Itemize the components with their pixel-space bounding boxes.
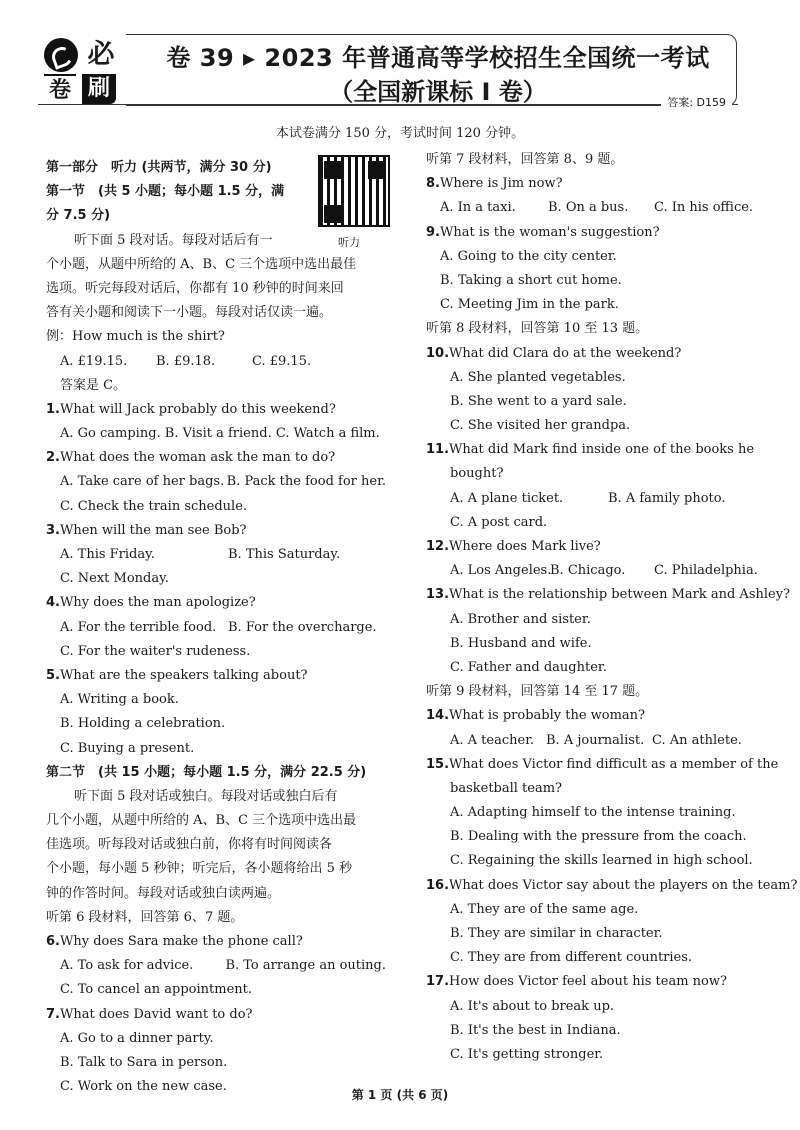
question-text-cont: basketball team? (450, 780, 563, 796)
logo-bottom-left-text: 卷 (44, 74, 76, 106)
option-row (426, 559, 771, 583)
question-text: Where is Jim now? (439, 176, 563, 192)
option: A. Go to a dinner party. (60, 1030, 214, 1046)
instruction-line: 个小题，每小题 5 秒钟；听完后，各小题将给出 5 秒 (46, 861, 353, 877)
instruction-line: 听下面 5 段对话。每段对话后有一 (74, 232, 273, 248)
option: B. £9.18. (156, 353, 216, 369)
option: A. A teacher. (450, 732, 535, 748)
option-row (426, 487, 771, 511)
question-text: What does Victor find difficult as a member of the (449, 756, 779, 772)
option: C. An athlete. (652, 732, 742, 748)
question-12 (426, 535, 771, 559)
option: A. She planted vegetables. (450, 369, 626, 385)
option: B. To arrange an outing. (225, 958, 386, 974)
exam-intro: 本试卷满分 150 分，考试时间 120 分钟。 (275, 126, 525, 141)
question-text: What is the relationship between Mark and Ashley? (449, 587, 791, 603)
option: A. To ask for advice. (60, 958, 194, 974)
option: A. Going to the city center. (440, 248, 617, 264)
right-column (426, 148, 798, 1067)
option: B. This Saturday. (228, 547, 341, 562)
qr-label: 听力 (338, 236, 360, 249)
instruction-line: 答有关小题和阅读下一小题。每段对话仅读一遍。 (46, 305, 333, 321)
question-9 (426, 221, 771, 245)
section1-heading-cont: 分 7.5 分) (46, 208, 111, 224)
question-number: 14. (426, 708, 450, 724)
option: B. They are similar in character. (450, 926, 663, 941)
option-row: A. Go camping. B. Visit a friend. C. Watch a film. (60, 426, 380, 442)
option: A. Take care of her bags. (60, 474, 225, 490)
option: B. It's the best in Indiana. (450, 1022, 621, 1038)
question-1 (46, 398, 386, 422)
question-6 (46, 930, 386, 954)
question-text: How does Victor feel about his team now? (449, 974, 727, 990)
logo-top-text: 必 (87, 39, 115, 70)
option: A. Adapting himself to the intense training. (450, 805, 736, 821)
option: B. Holding a celebration. (60, 716, 226, 732)
option: B. Talk to Sara in person. (60, 1054, 228, 1070)
option: A. For the terrible food. (60, 619, 217, 635)
option-row (46, 954, 386, 978)
answer-code: 答案: D159 (661, 94, 732, 110)
question-number: 7. (46, 1006, 60, 1022)
option: C. Check the train schedule. (60, 498, 248, 514)
option: A. Writing a book. (60, 692, 179, 708)
question-number: 10. (426, 345, 450, 361)
question-2 (46, 446, 386, 470)
page-footer: 第 1 页 (共 6 页) (351, 1088, 449, 1102)
question-11 (426, 438, 771, 462)
instruction-line: 选项。听完每段对话后，你都有 10 秒钟的时间来回 (46, 280, 344, 296)
question-number: 5. (46, 667, 60, 683)
option-row (426, 196, 771, 220)
question-number: 13. (426, 587, 450, 603)
instruction-line: 钟的作答时间。每段对话或独白读两遍。 (46, 885, 281, 901)
option-row (426, 729, 771, 753)
question-text: What will Jack probably do this weekend? (59, 401, 336, 417)
question-text: Where does Mark live? (449, 539, 601, 554)
option: B. Husband and wife. (450, 635, 592, 651)
option: B. She went to a yard sale. (450, 393, 627, 409)
segment-heading: 听第 7 段材料，回答第 8、9 题。 (426, 152, 624, 167)
option: C. Next Monday. (60, 571, 169, 587)
option: C. Meeting Jim in the park. (440, 297, 619, 313)
option: A. This Friday. (60, 547, 155, 562)
option: A. It's about to break up. (450, 998, 615, 1014)
option-row (46, 616, 386, 640)
section2-heading: 第二节 (共 15 小题；每小题 1.5 分，满分 22.5 分) (46, 764, 367, 780)
option: C. Father and daughter. (450, 659, 607, 675)
question-text: What are the speakers talking about? (59, 667, 308, 683)
option: A. £19.15. (60, 353, 128, 369)
question-7 (46, 1003, 386, 1027)
question-number: 11. (426, 442, 450, 458)
instruction-line: 几个小题，从题中所给的 A、B、C 三个选项中选出最 (46, 813, 357, 829)
option: C. To cancel an appointment. (60, 982, 253, 998)
question-number: 17. (426, 974, 450, 990)
question-number: 8. (426, 176, 440, 192)
question-text: What does the woman ask the man to do? (59, 450, 336, 466)
exam-header (38, 34, 738, 110)
question-number: 3. (46, 522, 60, 538)
question-text: What does David want to do? (59, 1006, 253, 1022)
question-16 (426, 874, 798, 898)
option: C. Philadelphia. (654, 563, 758, 579)
question-text: What does Victor say about the players on the team? (449, 877, 798, 893)
question-number: 12. (426, 539, 450, 554)
question-14 (426, 704, 771, 728)
question-text: What did Clara do at the weekend? (449, 345, 682, 361)
question-4 (46, 591, 386, 615)
option: C. It's getting stronger. (450, 1046, 604, 1062)
instruction-line: 佳选项。听每段对话或独白前，你将有时间阅读各 (46, 837, 333, 853)
question-text-cont: bought? (450, 466, 504, 482)
question-5 (46, 664, 386, 688)
option-row (46, 470, 386, 494)
question-text: Why does the man apologize? (59, 595, 256, 611)
question-text: What did Mark find inside one of the books he (449, 442, 755, 458)
option: C. Work on the new case. (60, 1079, 227, 1095)
option: A. Brother and sister. (450, 611, 591, 627)
logo-emblem-icon (44, 38, 78, 72)
question-text: Why does Sara make the phone call? (59, 934, 303, 949)
question-13 (426, 583, 791, 607)
exam-subtitle: （全国新课标 Ⅰ 卷） (329, 78, 547, 106)
option: C. In his office. (654, 200, 754, 216)
option: C. Buying a present. (60, 740, 195, 756)
question-17 (426, 970, 771, 994)
question-text: What is probably the woman? (449, 708, 646, 724)
option: A. In a taxi. (440, 200, 516, 216)
question-text: When will the man see Bob? (59, 522, 247, 538)
option: B. Chicago. (550, 563, 626, 579)
question-number: 6. (46, 934, 60, 949)
option: B. A journalist. (546, 732, 645, 748)
option: C. They are from different countries. (450, 950, 693, 966)
question-number: 15. (426, 756, 450, 772)
option: A. A plane ticket. (450, 490, 564, 506)
logo-bottom-right-text: 刷 (82, 74, 116, 104)
option: B. A family photo. (608, 490, 726, 506)
question-3 (46, 519, 386, 543)
segment-heading: 听第 9 段材料，回答第 14 至 17 题。 (426, 684, 649, 700)
option: B. For the overcharge. (228, 619, 377, 635)
option: B. Pack the food for her. (226, 474, 386, 490)
option: C. For the waiter's rudeness. (60, 643, 251, 659)
brand-logo (38, 34, 120, 104)
left-column (46, 156, 386, 1099)
segment-heading: 听第 8 段材料，回答第 10 至 13 题。 (426, 321, 649, 337)
question-8 (426, 172, 771, 196)
question-number: 9. (426, 224, 440, 240)
question-number: 1. (46, 401, 60, 417)
segment-heading: 听第 6 段材料，回答第 6、7 题。 (46, 909, 244, 925)
example-answer: 答案是 C。 (60, 377, 127, 393)
question-text: What is the woman's suggestion? (439, 224, 660, 240)
exam-title: 卷 39 ▸ 2023 年普通高等学校招生全国统一考试 (166, 44, 710, 72)
option: B. Taking a short cut home. (440, 272, 622, 288)
example-options (46, 350, 386, 374)
option: B. On a bus. (548, 200, 629, 216)
option: A. They are of the same age. (450, 901, 639, 917)
question-number: 4. (46, 595, 60, 611)
part-heading: 第一部分 听力 (共两节，满分 30 分) (46, 160, 272, 175)
option: C. A post card. (450, 514, 548, 530)
example-question: 例：How much is the shirt? (46, 329, 225, 345)
option: C. She visited her grandpa. (450, 418, 631, 434)
question-number: 16. (426, 877, 450, 893)
question-number: 2. (46, 450, 60, 466)
question-10 (426, 342, 771, 366)
option: B. Dealing with the pressure from the coach. (450, 829, 747, 845)
option: C. £9.15. (252, 353, 312, 369)
question-15 (426, 753, 779, 777)
option: C. Regaining the skills learned in high school. (450, 853, 753, 869)
section1-heading: 第一节 (共 5 小题；每小题 1.5 分，满 (46, 184, 285, 200)
instruction-line: 听下面 5 段对话或独白。每段对话或独白后有 (74, 788, 338, 804)
option: A. Los Angeles. (450, 563, 552, 579)
option-row (46, 543, 386, 567)
instruction-line: 个小题，从题中所给的 A、B、C 三个选项中选出最佳 (46, 256, 357, 272)
